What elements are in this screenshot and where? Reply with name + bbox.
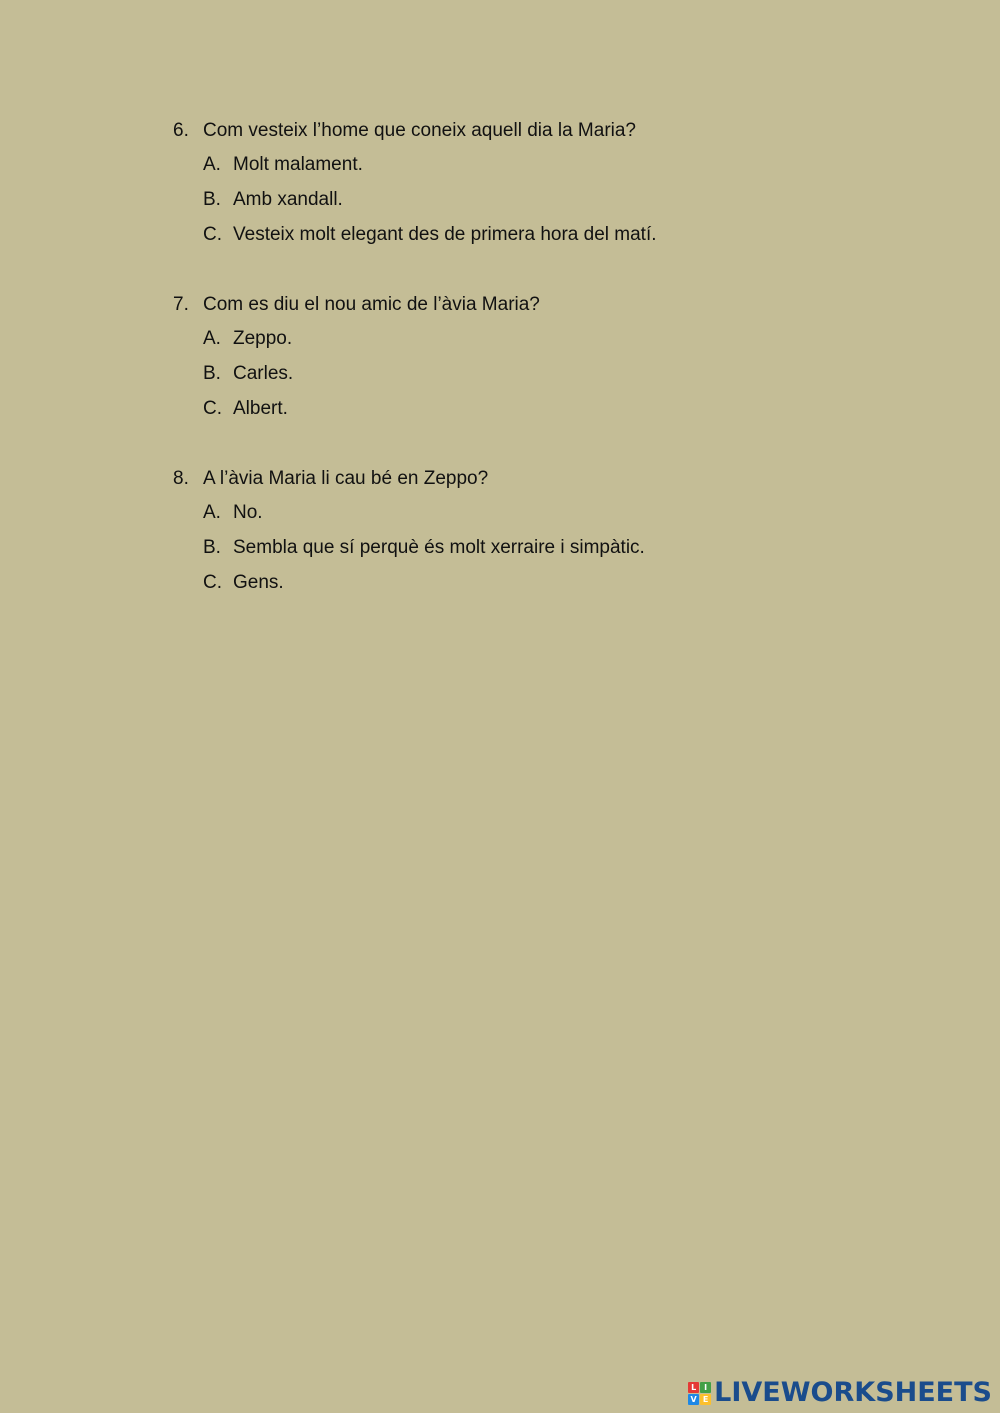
logo-blocks-icon bbox=[688, 1382, 711, 1405]
option-letter: C. bbox=[203, 224, 222, 245]
option-text: Vesteix molt elegant des de primera hora del matí. bbox=[233, 224, 657, 245]
option-b[interactable] bbox=[203, 187, 933, 222]
option-text: Carles. bbox=[233, 363, 294, 384]
option-letter: B. bbox=[203, 537, 221, 558]
option-c[interactable] bbox=[203, 396, 933, 431]
question-text: Com es diu el nou amic de l’àvia Maria? bbox=[203, 294, 540, 315]
option-a[interactable] bbox=[203, 152, 933, 187]
question-text: A l’àvia Maria li cau bé en Zeppo? bbox=[203, 468, 489, 489]
option-text: No. bbox=[233, 502, 263, 523]
question-line bbox=[173, 118, 933, 152]
option-letter: B. bbox=[203, 189, 221, 210]
option-text: Molt malament. bbox=[233, 154, 363, 175]
liveworksheets-logo[interactable] bbox=[688, 1379, 992, 1407]
question-6 bbox=[173, 118, 933, 257]
option-letter: A. bbox=[203, 502, 221, 523]
options-list bbox=[173, 326, 933, 431]
question-8 bbox=[173, 466, 933, 605]
option-letter: C. bbox=[203, 398, 222, 419]
options-list bbox=[173, 500, 933, 605]
option-a[interactable] bbox=[203, 500, 933, 535]
option-text: Sembla que sí perquè és molt xerraire i simpàtic. bbox=[233, 537, 645, 558]
option-text: Albert. bbox=[233, 398, 288, 419]
option-text: Amb xandall. bbox=[233, 189, 343, 210]
option-letter: A. bbox=[203, 154, 221, 175]
question-7 bbox=[173, 292, 933, 431]
question-number: 7. bbox=[173, 294, 189, 315]
option-c[interactable] bbox=[203, 222, 933, 257]
question-text: Com vesteix l’home que coneix aquell dia la Maria? bbox=[203, 120, 637, 141]
option-text: Gens. bbox=[233, 572, 284, 593]
options-list bbox=[173, 152, 933, 257]
option-b[interactable] bbox=[203, 535, 933, 570]
option-letter: B. bbox=[203, 363, 221, 384]
question-number: 6. bbox=[173, 120, 189, 141]
logo-text: LIVEWORKSHEETS bbox=[714, 1377, 992, 1408]
option-letter: A. bbox=[203, 328, 221, 349]
logo-block-l: L bbox=[688, 1382, 699, 1393]
logo-block-e: E bbox=[700, 1394, 711, 1405]
option-a[interactable] bbox=[203, 326, 933, 361]
question-line bbox=[173, 466, 933, 500]
option-letter: C. bbox=[203, 572, 222, 593]
question-number: 8. bbox=[173, 468, 189, 489]
option-text: Zeppo. bbox=[233, 328, 293, 349]
logo-block-v: V bbox=[688, 1394, 699, 1405]
logo-block-i: I bbox=[700, 1382, 711, 1393]
option-c[interactable] bbox=[203, 570, 933, 605]
question-line bbox=[173, 292, 933, 326]
option-b[interactable] bbox=[203, 361, 933, 396]
